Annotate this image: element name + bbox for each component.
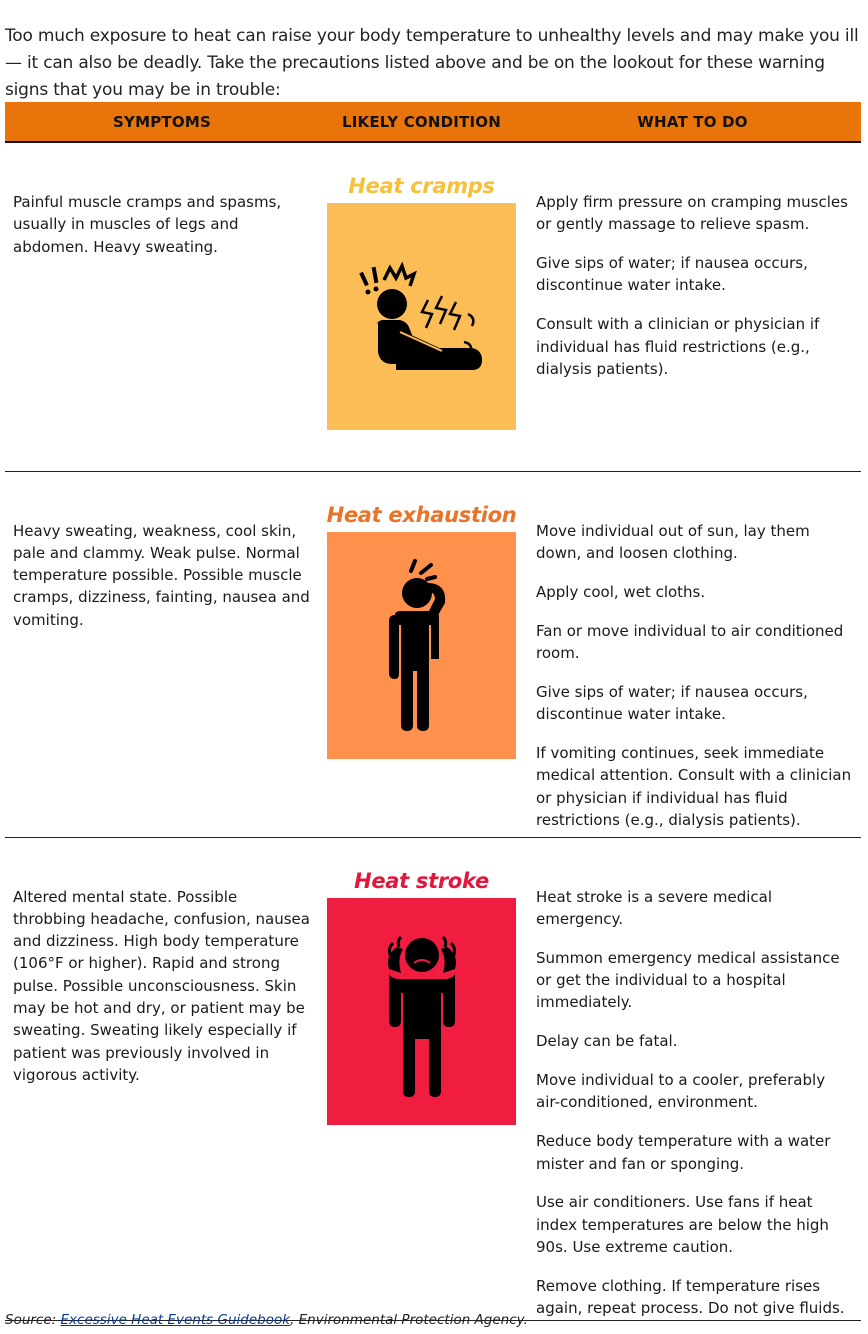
instruction-item: Heat stroke is a severe medical emergency. (536, 887, 773, 928)
condition-cell (319, 471, 524, 837)
instruction-item: Move individual out of sun, lay them down, and loosen clothing. (536, 521, 810, 562)
condition-cell (319, 142, 524, 471)
instruction-item: Consult with a clinician or physician if individual has fluid restrictions (e.g., dialysis patients). (536, 315, 820, 378)
heat-stroke-figure-icon (367, 921, 477, 1101)
source-prefix: Source: (5, 1312, 61, 1328)
instruction-item: If vomiting continues, seek immediate medical attention. Consult with a clinician or physician if individual has fluid restrictions (e.g., dialysis patients). (536, 743, 852, 829)
heat-cramps-figure-icon (352, 252, 492, 382)
condition-cell (319, 837, 524, 1320)
instruction-item: Reduce body temperature with a water mister and fan or sponging. (536, 1132, 831, 1173)
instruction-item: Apply cool, wet cloths. (536, 582, 706, 601)
instruction-item: Give sips of water; if nausea occurs, discontinue water intake. (536, 682, 808, 724)
header-what-to-do: WHAT TO DO (524, 102, 861, 142)
what-to-do-cell (524, 142, 861, 471)
table-row-heat-exhaustion (5, 471, 861, 837)
condition-image (327, 532, 516, 759)
source-suffix: , Environmental Protection Agency. (290, 1312, 528, 1328)
condition-title: Heat exhaustion (326, 502, 517, 527)
instruction-item: Use air conditioners. Use fans if heat index temperatures are below the high 90s. Use extreme caution. (536, 1193, 829, 1257)
condition-title: Heat cramps (348, 174, 495, 198)
symptoms-text: Altered mental state. Possible throbbing headache, confusion, nausea and dizziness. High body temperature (106°F or higher). Rapid and strong pulse. Possible unconsciousness. Skin may be hot and dry, or patient may be sweating. Sweating likely especially if patient was previously involved in vigorous activity. (13, 887, 310, 1084)
symptoms-text: Painful muscle cramps and spasms, usually in muscles of legs and abdomen. Heavy sweating. (13, 193, 282, 256)
intro-paragraph: Too much exposure to heat can raise your body temperature to unhealthy levels and may make you ill — it can also be deadly. Take the precautions listed above and be on the lookout for these warning signs that you may be in trouble: (5, 26, 859, 100)
instruction-item: Fan or move individual to air conditioned room. (536, 621, 844, 662)
what-to-do-cell (524, 471, 861, 837)
condition-image (327, 203, 516, 430)
condition-image (327, 898, 516, 1125)
instruction-item: Summon emergency medical assistance or get the individual to a hospital immediately. (536, 948, 840, 1012)
table-header-row (5, 102, 861, 142)
source-citation (5, 1312, 528, 1328)
heat-illness-table (5, 102, 861, 1321)
symptoms-cell (5, 837, 319, 1320)
symptoms-text: Heavy sweating, weakness, cool skin, pale and clammy. Weak pulse. Normal temperature possible. Possible muscle cramps, dizziness, fainting, nausea and vomiting. (13, 521, 310, 629)
instruction-item: Give sips of water; if nausea occurs, discontinue water intake. (536, 254, 808, 295)
instruction-item: Remove clothing. If temperature rises again, repeat process. Do not give fluids. (536, 1276, 845, 1318)
what-to-do-cell (524, 837, 861, 1320)
instruction-item: Delay can be fatal. (536, 1032, 678, 1051)
condition-title: Heat stroke (354, 868, 489, 893)
header-symptoms: SYMPTOMS (5, 102, 319, 142)
table-row-heat-stroke (5, 837, 861, 1320)
symptoms-cell (5, 471, 319, 837)
heat-exhaustion-figure-icon (367, 555, 477, 735)
symptoms-cell (5, 142, 319, 471)
table-row-heat-cramps (5, 142, 861, 471)
instruction-item: Apply firm pressure on cramping muscles or gently massage to relieve spasm. (536, 193, 848, 234)
instruction-item: Move individual to a cooler, preferably air-conditioned, environment. (536, 1071, 826, 1112)
source-link[interactable]: Excessive Heat Events Guidebook (60, 1312, 291, 1328)
header-likely-condition: LIKELY CONDITION (319, 102, 524, 142)
